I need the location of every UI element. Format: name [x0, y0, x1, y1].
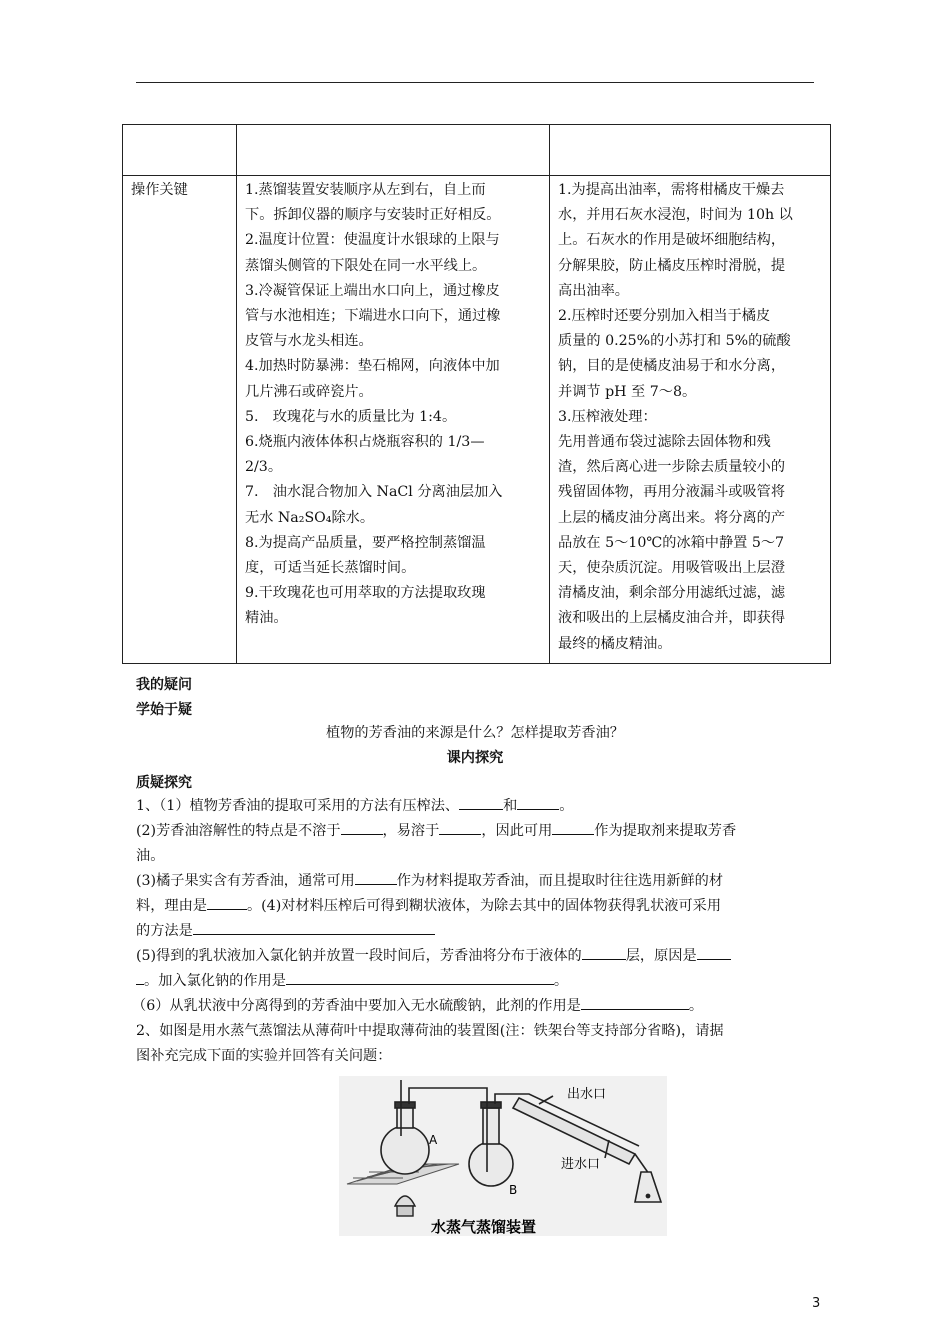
table-line: 7. 油水混合物加入 NaCl 分离油层加入 — [245, 484, 503, 501]
header-rule — [136, 82, 814, 83]
table-line: 最终的橘皮精油。 — [558, 635, 672, 652]
question-1-2: (2)芳香油溶解性的特点是不溶于 ，易溶于 ，因此可用 作为提取剂来提取芳香 — [136, 819, 736, 844]
table-line: 天，使杂质沉淀。用吸管吸出上层澄 — [558, 560, 786, 577]
answer-blank — [341, 820, 383, 835]
question-2-line-2: 图补充完成下面的实验并回答有关问题： — [136, 1048, 392, 1064]
answer-blank — [355, 870, 397, 885]
table-line: 1.蒸馏装置安装顺序从左到右，自上而 — [245, 182, 486, 198]
table-line: 管与水池相连；下端进水口向下，通过橡 — [245, 308, 501, 325]
label-a: A — [429, 1133, 438, 1147]
table-line: 5. 玫瑰花与水的质量比为 1:4。 — [245, 408, 457, 425]
answer-blank — [439, 820, 481, 835]
figure-caption: 水蒸气蒸馏装置 — [431, 1218, 537, 1236]
table-line: 先用普通布袋过滤除去固体物和残 — [558, 434, 771, 451]
table-line: 9.干玫瑰花也可用萃取的方法提取玫瑰 — [245, 585, 486, 602]
table-line: 几片沸石或碎瓷片。 — [245, 383, 373, 400]
table-line: 度，可适当延长蒸馏时间。 — [245, 560, 416, 577]
answer-blank — [517, 795, 559, 810]
answer-blank — [207, 895, 247, 910]
table-line: 精油。 — [245, 610, 288, 627]
table-line: 2.温度计位置：使温度计水银球的上限与 — [245, 232, 500, 249]
table-line: 无水 Na₂SO₄除水。 — [245, 509, 375, 526]
table-line: 4.加热时防暴沸：垫石棉网，向液体中加 — [245, 358, 500, 375]
table-line: 上。石灰水的作用是破坏细胞结构， — [558, 232, 786, 249]
table-line: 1.为提高出油率，需将柑橘皮干燥去 — [558, 182, 785, 198]
question-1-4: 的方法是 — [136, 919, 435, 944]
question-1-5: (5)得到的乳状液加入氯化钠并放置一段时间后，芳香油将分布于液体的 层，原因是 — [136, 944, 731, 969]
table-line: 皮管与水龙头相连。 — [245, 333, 373, 350]
answer-blank — [136, 970, 144, 985]
comparison-table — [122, 124, 831, 664]
table-line: 2.压榨时还要分别加入相当于橘皮 — [558, 308, 771, 325]
table-line: 上层的橘皮油分离出来。将分离的产 — [558, 509, 786, 526]
in-class-heading: 课内探究 — [446, 750, 504, 766]
answer-blank — [552, 820, 594, 835]
table-line: 高出油率。 — [558, 282, 629, 299]
learn-heading: 学始于疑 — [136, 702, 192, 718]
pressing-cell — [550, 176, 831, 664]
table-line: 液和吸出的上层橘皮油合并，即获得 — [558, 610, 786, 627]
inlet-label: 进水口 — [561, 1157, 601, 1172]
table-line: 下。拆卸仪器的顺序与安装时正好相反。 — [245, 207, 501, 224]
steam-distillation-figure — [339, 1076, 667, 1236]
outlet-label: 出水口 — [567, 1087, 607, 1102]
question-2-line-1: 2、如图是用水蒸气蒸馏法从薄荷叶中提取薄荷油的装置图(注：铁架台等支持部分省略)，请据 — [136, 1023, 724, 1039]
table-line: 水，并用石灰水浸泡，时间为 10h 以 — [558, 207, 793, 224]
table-line: 残留固体物，再用分液漏斗或吸管将 — [558, 484, 786, 501]
table-line: 分解果胶，防止橘皮压榨时滑脱，提 — [558, 257, 786, 274]
row-label: 操作关键 — [131, 182, 188, 198]
table-line: 钠，目的是使橘皮油易于和水分离， — [558, 358, 786, 375]
distillation-cell — [237, 176, 550, 664]
page-number: 3 — [812, 1296, 821, 1311]
my-question-heading: 我的疑问 — [136, 677, 192, 693]
inquiry-heading: 质疑探究 — [136, 775, 192, 791]
answer-blank — [582, 945, 626, 960]
table-line: 2/3。 — [245, 459, 283, 476]
question-1-1: 1、（1）植物芳香油的提取可采用的方法有压榨法、 和 。 — [136, 794, 574, 819]
table-line: 并调节 pH 至 7～8。 — [558, 383, 697, 400]
table-line: 3.冷凝管保证上端出水口向上，通过橡皮 — [245, 282, 500, 299]
question-1-6: （6）从乳状液中分离得到的芳香油中要加入无水硫酸钠，此剂的作用是 。 — [132, 994, 703, 1019]
table-line: 蒸馏头侧管的下限处在同一水平线上。 — [245, 257, 487, 274]
table-line: 渣，然后离心进一步除去质量较小的 — [558, 459, 786, 476]
question-1-2-cont: 油。 — [136, 848, 165, 864]
table-row — [123, 176, 831, 664]
answer-blank — [286, 970, 554, 985]
question-1-3-cont: 料，理由是 。(4)对材料压榨后可得到糊状液体，为除去其中的固体物获得乳状液可采用 — [136, 894, 721, 919]
table-line: 6.烧瓶内液体体积占烧瓶容积的 1/3— — [245, 434, 485, 451]
answer-blank — [697, 945, 731, 960]
question-1-3: (3)橘子果实含有芳香油，通常可用 作为材料提取芳香油，而且提取时往往选用新鲜的材 — [136, 869, 723, 894]
table-line: 8.为提高产品质量，要严格控制蒸馏温 — [245, 534, 486, 551]
label-b: B — [509, 1183, 518, 1197]
table-line: 3.压榨液处理： — [558, 408, 657, 425]
answer-blank — [193, 920, 435, 935]
answer-blank — [581, 995, 689, 1010]
table-line: 品放在 5～10℃的冰箱中静置 5～7 — [558, 534, 785, 551]
question-line: 植物的芳香油的来源是什么？怎样提取芳香油？ — [326, 725, 624, 741]
table-line: 清橘皮油，剩余部分用滤纸过滤，滤 — [558, 585, 786, 602]
question-1-5-cont: 。加入氯化钠的作用是 。 — [136, 969, 568, 994]
table-row — [123, 125, 831, 176]
answer-blank — [459, 795, 503, 810]
table-line: 质量的 0.25%的小苏打和 5%的硫酸 — [558, 333, 791, 350]
row-label-cell — [123, 176, 237, 664]
